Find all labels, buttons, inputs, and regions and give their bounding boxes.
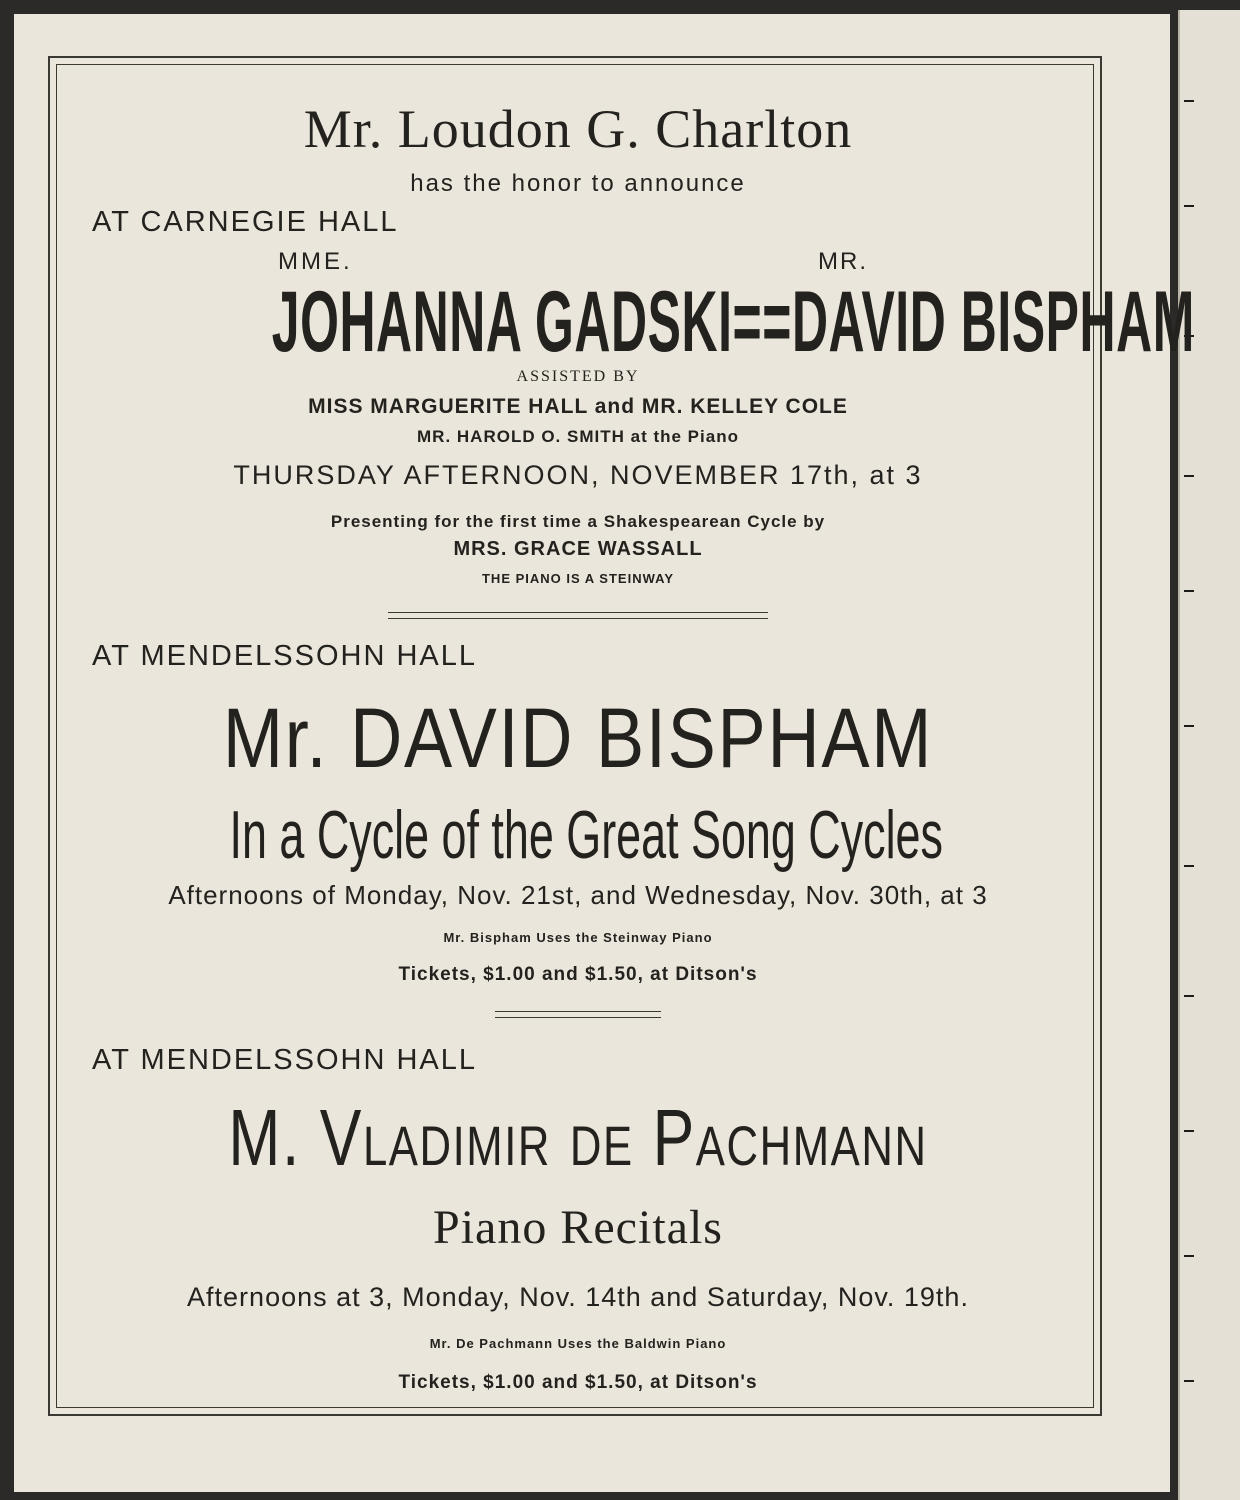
binding-stitch [1184, 205, 1194, 207]
carnegie-piano-note: THE PIANO IS A STEINWAY [481, 571, 675, 586]
title-mr: MR. [818, 248, 868, 275]
bispham-tickets: Tickets, $1.00 and $1.50, at Ditson's [398, 964, 758, 985]
bispham-venue: AT MENDELSSOHN HALL [92, 640, 478, 672]
bispham-name: DAVID BISPHAM [350, 691, 934, 785]
binding-stitch [1184, 725, 1194, 727]
carnegie-date: THURSDAY AFTERNOON, NOVEMBER 17th, at 3 [233, 460, 923, 490]
assisted-by: ASSISTED BY [516, 368, 640, 385]
binding-stitch [1184, 1255, 1194, 1257]
bispham-dates: Afternoons of Monday, Nov. 21st, and Wednesday, Nov. 30th, at 3 [168, 880, 988, 910]
pachmann-tickets: Tickets, $1.00 and $1.50, at Ditson's [398, 1372, 758, 1393]
bispham-heading [50, 688, 1106, 788]
bispham-prefix: Mr. [222, 691, 329, 785]
honor-line: has the honor to announce [410, 170, 746, 197]
title-mme: MME. [278, 248, 353, 275]
section-divider [388, 612, 768, 619]
artist-separator: == [732, 274, 792, 370]
binding-stitch [1184, 590, 1194, 592]
carnegie-venue: AT CARNEGIE HALL [92, 206, 399, 238]
artist-gadski: JOHANNA GADSKI [271, 274, 733, 370]
binding-stitch [1184, 1380, 1194, 1382]
pianist: MR. HAROLD O. SMITH at the Piano [417, 427, 739, 446]
pachmann-subtitle: Piano Recitals [433, 1201, 723, 1254]
binding-stitch [1184, 100, 1194, 102]
section-divider [495, 1011, 661, 1018]
pachmann-heading: M. Vladimir de Pachmann [228, 1093, 928, 1182]
pachmann-venue: AT MENDELSSOHN HALL [92, 1044, 478, 1076]
binding-stitch [1184, 1130, 1194, 1132]
bispham-piano-note: Mr. Bispham Uses the Steinway Piano [443, 930, 713, 945]
pachmann-piano-note: Mr. De Pachmann Uses the Baldwin Piano [429, 1336, 727, 1351]
binding-stitch [1184, 475, 1194, 477]
bispham-subtitle: In a Cycle of the Great Song Cycles [229, 797, 943, 873]
presenting-line: Presenting for the first time a Shakespearean Cycle by [330, 512, 826, 531]
pachmann-dates: Afternoons at 3, Monday, Nov. 14th and Saturday, Nov. 19th. [187, 1282, 969, 1312]
headline-artists [50, 272, 1195, 372]
presenter-heading [50, 98, 1106, 160]
assistants: MISS MARGUERITE HALL and MR. KELLEY COLE [308, 395, 848, 418]
artist-bispham: DAVID BISPHAM [791, 274, 1195, 370]
composer-name: MRS. GRACE WASSALL [453, 538, 703, 560]
binding-stitch [1184, 865, 1194, 867]
adjacent-page-edge [1178, 10, 1240, 1500]
presenter-prefix: Mr. [303, 99, 384, 159]
presenter-name: Loudon G. Charlton [397, 99, 853, 159]
binding-stitch [1184, 995, 1194, 997]
